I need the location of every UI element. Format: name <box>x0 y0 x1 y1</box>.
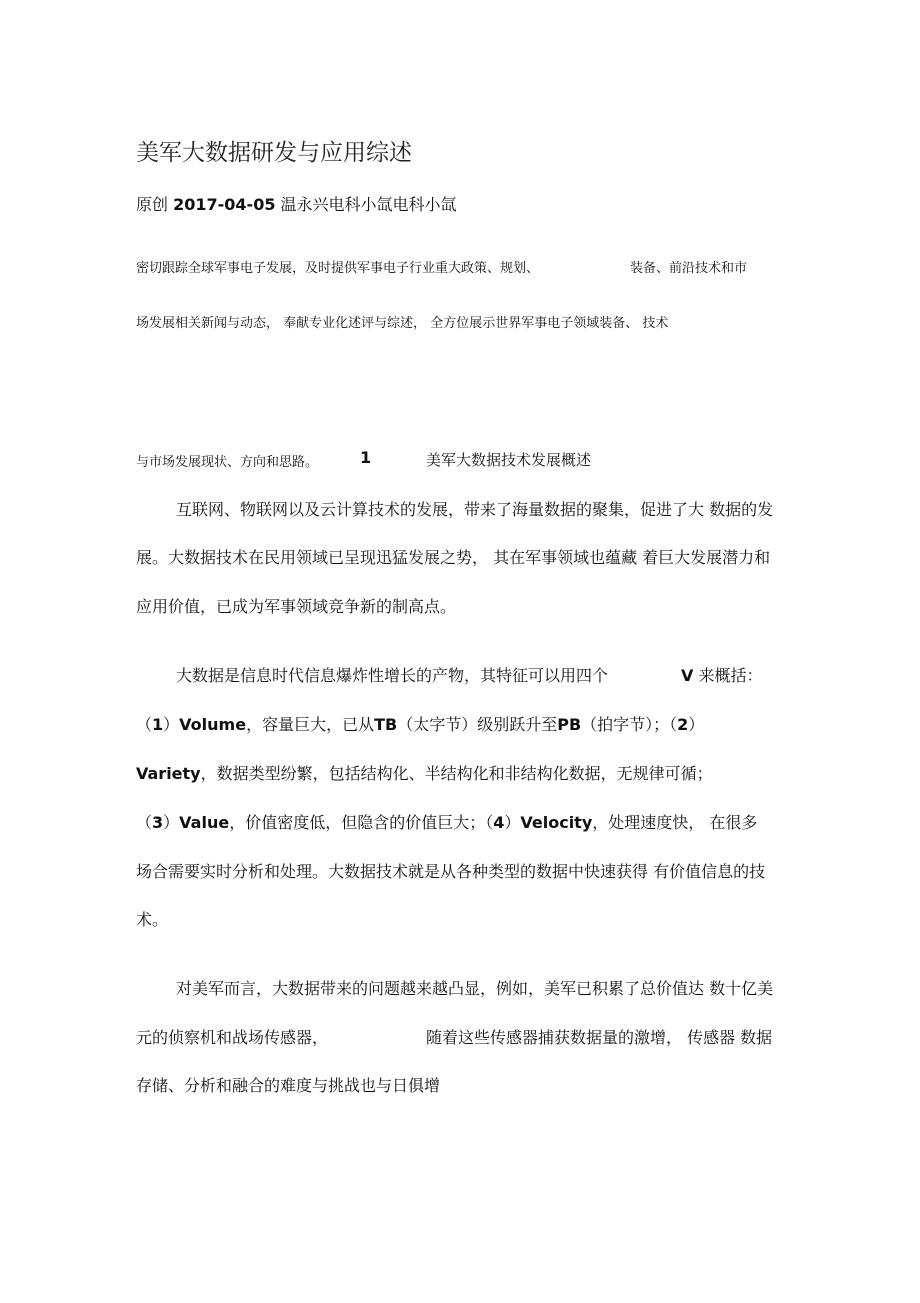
para3-line-2a: 元的侦察机和战场传感器， <box>136 1028 329 1047</box>
intro-line-1b: 装备、前沿技术和市 <box>630 261 748 276</box>
para3-line-2b: 随着这些传感器捕获数据量的激增， 传感器 数据 <box>426 1028 773 1047</box>
para2-line-1a: 大数据是信息时代信息爆炸性增长的产物，其特征可以用四个 <box>176 666 609 685</box>
para2-line-1b: V 来概括： <box>681 666 763 685</box>
section-number: 1 <box>360 448 372 467</box>
section-title: 美军大数据技术发展概述 <box>426 451 592 469</box>
para1-line-2: 展。大数据技术在民用领域已呈现迅猛发展之势， 其在军事领域也蕴藏 着巨大发展潜力和 <box>136 548 771 567</box>
para2-line-3: Variety，数据类型纷繁，包括结构化、半结构化和非结构化数据，无规律可循； <box>136 764 713 783</box>
term-pb: PB <box>557 715 582 734</box>
intro-line-1a: 密切跟踪全球军事电子发展，及时提供军事电子行业重大政策、规划、 <box>136 261 540 276</box>
intro-line-3: 与市场发展现状、方向和思路。 <box>136 455 319 470</box>
term-value: Value <box>179 813 230 832</box>
four-v: V <box>681 666 694 685</box>
original-label: 原创 <box>136 195 169 214</box>
para2-line-5: 场合需要实时分析和处理。大数据技术就是从各种类型的数据中快速获得 有价值信息的技 <box>136 862 766 881</box>
para1-line-3: 应用价值，已成为军事领域竞争新的制高点。 <box>136 597 457 616</box>
article-title: 美军大数据研发与应用综述 <box>136 140 412 166</box>
article-meta <box>136 192 457 215</box>
intro-line-2: 场发展相关新闻与动态， 奉献专业化述评与综述， 全方位展示世界军事电子领域装备、 技术 <box>136 316 669 331</box>
para2-line-4: （3）Value，价值密度低，但隐含的价值巨大；（4）Velocity，处理速度快， 在很多 <box>136 813 758 832</box>
para2-line-2: （1）Volume，容量巨大，已从TB（太字节）级别跃升至PB（拍字节）；（2） <box>136 715 705 734</box>
para3-line-1: 对美军而言，大数据带来的问题越来越凸显，例如，美军已积累了总价值达 数十亿美 <box>176 979 774 998</box>
term-tb: TB <box>374 715 398 734</box>
term-volume: Volume <box>179 715 247 734</box>
para3-line-3: 存储、分析和融合的难度与挑战也与日俱增 <box>136 1076 441 1095</box>
author-name: 温永兴电科小氙电科小氙 <box>280 195 457 214</box>
term-variety: Variety <box>136 764 201 783</box>
para1-line-1: 互联网、物联网以及云计算技术的发展，带来了海量数据的聚集，促进了大 数据的发 <box>176 500 774 519</box>
para2-line-6: 术。 <box>136 910 169 929</box>
publish-date: 2017-04-05 <box>173 195 276 214</box>
term-velocity: Velocity <box>520 813 593 832</box>
